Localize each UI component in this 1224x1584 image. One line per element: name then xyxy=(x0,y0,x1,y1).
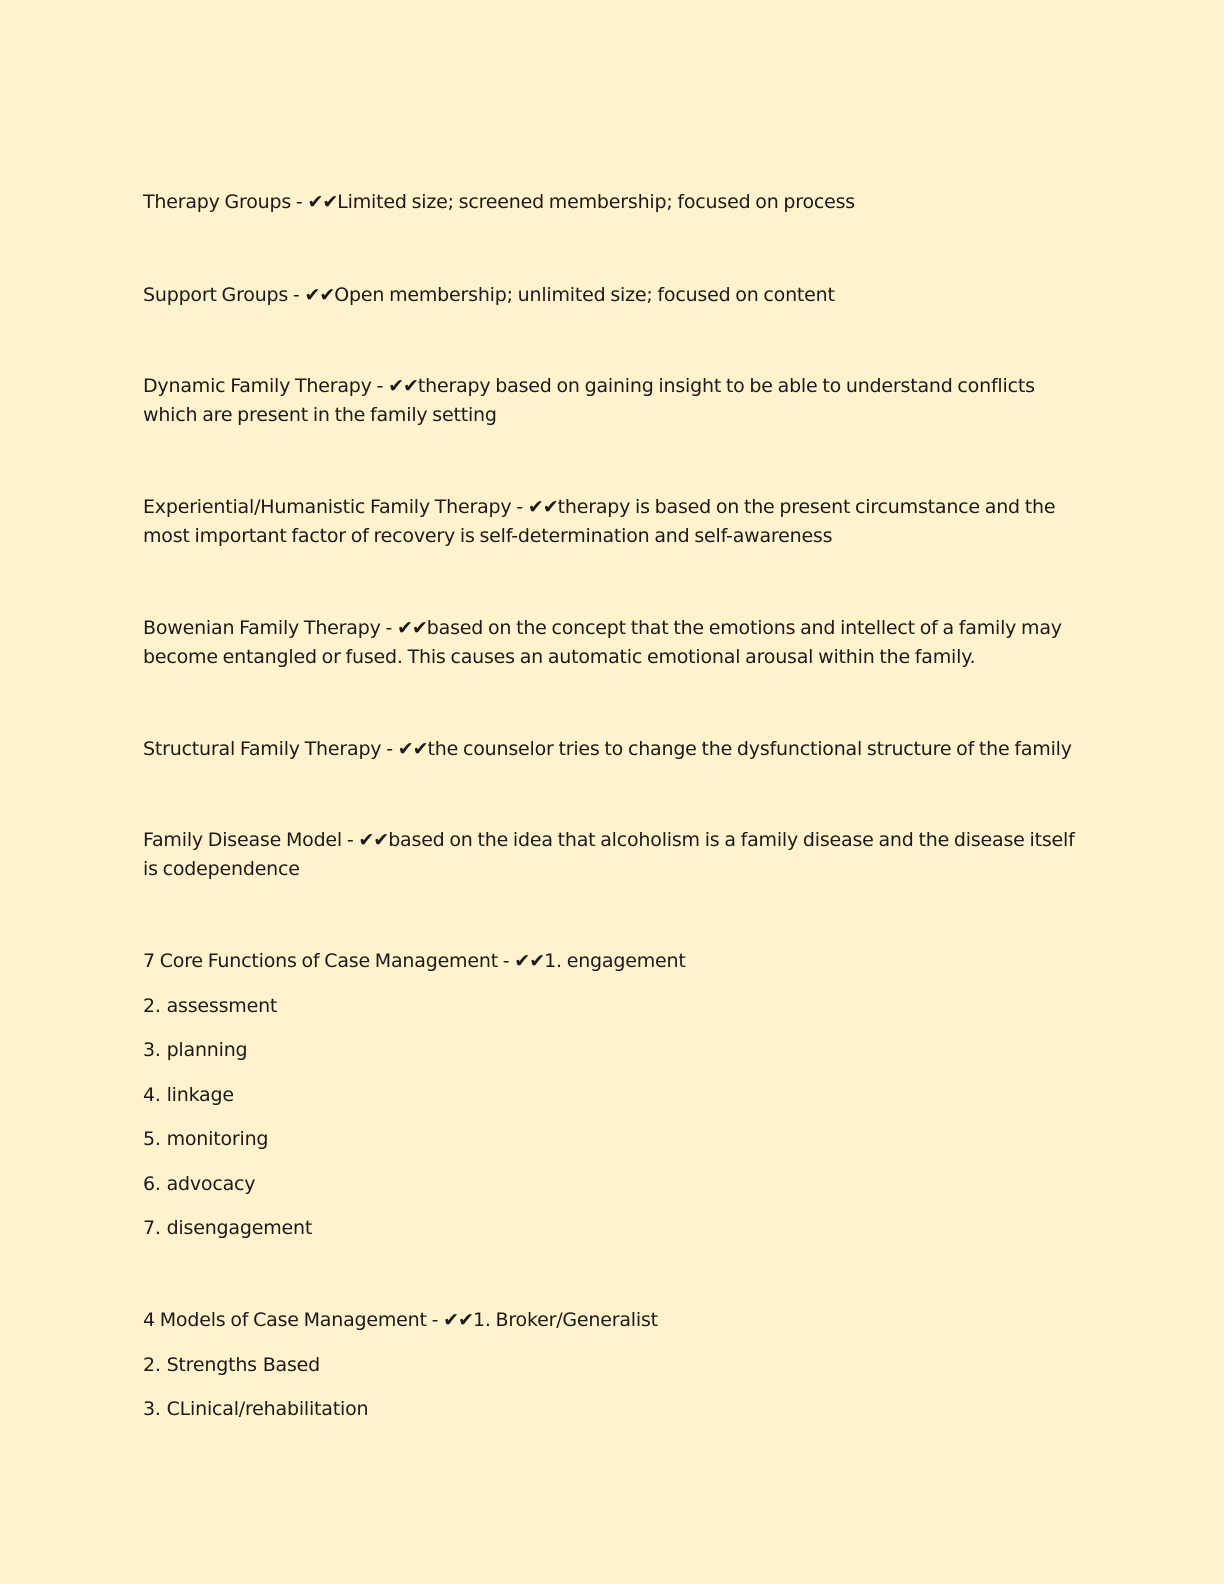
entry-term: Experiential/Humanistic Family Therapy xyxy=(143,496,512,518)
entry-definition: 1. Broker/Generalist xyxy=(472,1309,658,1331)
list-item: 2. assessment xyxy=(143,995,278,1017)
list-item: 6. advocacy xyxy=(143,1173,256,1195)
double-check-icon: ✔✔ xyxy=(307,191,338,213)
flashcard-entry xyxy=(143,188,1083,217)
flashcard-entry xyxy=(143,735,1083,764)
entry-term: Family Disease Model xyxy=(143,829,342,851)
flashcard-entry xyxy=(143,372,1083,430)
flashcard-entry xyxy=(143,281,1083,310)
double-check-icon: ✔✔ xyxy=(388,375,418,397)
entry-definition: based on the concept that the emotions and intellect of a family may become entangled or fused. This causes an automatic emotional arousal within the family. xyxy=(143,617,1062,668)
entry-definition: based on the idea that alcoholism is a family disease and the disease itself is codependence xyxy=(143,829,1075,880)
separator: - xyxy=(291,191,308,213)
double-check-icon: ✔✔ xyxy=(443,1309,473,1331)
flashcard-entry xyxy=(143,614,1083,672)
entry-term: Bowenian Family Therapy xyxy=(143,617,381,639)
entry-definition: therapy based on gaining insight to be able to understand conflicts which are present in the family setting xyxy=(143,375,1035,426)
entry-term: Dynamic Family Therapy xyxy=(143,375,372,397)
flashcard-entry xyxy=(143,826,1083,884)
entry-term: Support Groups xyxy=(143,284,289,306)
flashcard-entry xyxy=(143,1306,1083,1335)
entry-term: 7 Core Functions of Case Management xyxy=(143,950,498,972)
entry-definition: Limited size; screened membership; focused on process xyxy=(337,191,856,213)
separator: - xyxy=(371,375,389,397)
separator: - xyxy=(426,1309,444,1331)
document-page xyxy=(143,0,1083,1584)
entry-definition: 1. engagement xyxy=(544,950,686,972)
separator: - xyxy=(511,496,528,518)
list-item: 4. linkage xyxy=(143,1084,234,1106)
separator: - xyxy=(381,738,398,760)
entry-definition: the counselor tries to change the dysfunctional structure of the family xyxy=(427,738,1072,760)
entry-term: Therapy Groups xyxy=(143,191,292,213)
list-item: 2. Strengths Based xyxy=(143,1354,321,1376)
list-item: 7. disengagement xyxy=(143,1217,313,1239)
flashcard-entry xyxy=(143,947,1083,976)
separator: - xyxy=(497,950,515,972)
double-check-icon: ✔✔ xyxy=(514,950,545,972)
double-check-icon: ✔✔ xyxy=(527,496,558,518)
list-item: 3. CLinical/rehabilitation xyxy=(143,1398,369,1420)
separator: - xyxy=(288,284,305,306)
flashcard-entry xyxy=(143,493,1083,551)
double-check-icon: ✔✔ xyxy=(304,284,335,306)
entry-term: Structural Family Therapy xyxy=(143,738,382,760)
separator: - xyxy=(380,617,397,639)
double-check-icon: ✔✔ xyxy=(396,617,427,639)
double-check-icon: ✔✔ xyxy=(358,829,389,851)
separator: - xyxy=(342,829,359,851)
list-item: 5. monitoring xyxy=(143,1128,269,1150)
list-item: 3. planning xyxy=(143,1039,248,1061)
entry-definition: therapy is based on the present circumstance and the most important factor of recovery is self-determination and self-awareness xyxy=(143,496,1056,547)
entry-definition: Open membership; unlimited size; focused on content xyxy=(334,284,835,306)
entry-term: 4 Models of Case Management xyxy=(143,1309,427,1331)
double-check-icon: ✔✔ xyxy=(397,738,428,760)
